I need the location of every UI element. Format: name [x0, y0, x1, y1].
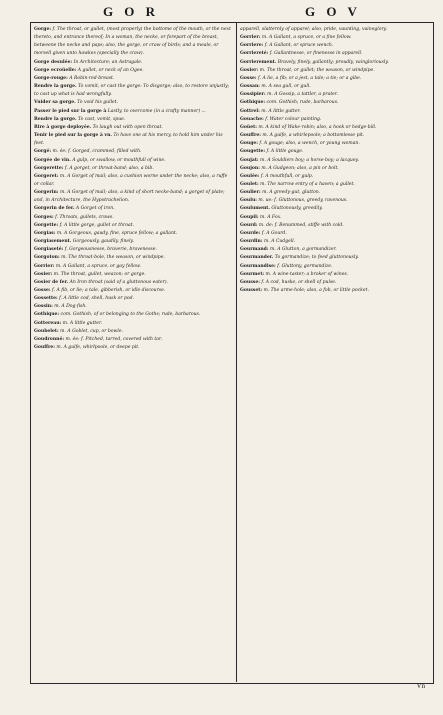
- entry-headword: Gorge-rouge:: [34, 75, 68, 81]
- entry-headword: Gorgiaseté:: [34, 247, 64, 253]
- entry-definition: m. A little gutter.: [259, 108, 301, 114]
- entry-headword: Gorges:: [34, 214, 54, 220]
- dictionary-entry: [34, 26, 232, 59]
- entry-headword: Gorgé:: [34, 149, 52, 155]
- entry-definition: m. A Dog-fish.: [52, 304, 87, 310]
- dictionary-entry: [240, 214, 428, 222]
- entry-definition: m. A wine-taster; a broker of wines.: [264, 271, 349, 277]
- dictionary-entry: [34, 295, 232, 303]
- entry-definition: m. The narrow entry of a haven; a gullet.: [258, 181, 355, 187]
- entry-definition: f. Water colour painting.: [263, 116, 322, 122]
- entry-headword: Gourde:: [240, 230, 261, 236]
- entry-headword: Goubelet:: [34, 328, 59, 334]
- entry-headword: Gorge desulée:: [34, 59, 73, 65]
- entry-definition: m. A Gallant, a spruce, or gay fellow.: [54, 263, 141, 269]
- dictionary-entry: [240, 157, 428, 165]
- dictionary-entry: [240, 83, 428, 91]
- dictionary-entry: [240, 91, 428, 99]
- entry-headword: Rendre la gorge.: [34, 116, 77, 122]
- dictionary-entry: [34, 116, 232, 124]
- entry-definition: To gormandize; to feed gluttonously.: [273, 255, 359, 261]
- entry-headword: Gourmand:: [240, 247, 269, 253]
- dictionary-entry: [34, 222, 232, 230]
- dictionary-entry: [240, 59, 428, 67]
- entry-headword: Gorgette:: [34, 222, 59, 228]
- dictionary-entry: [34, 311, 232, 319]
- entry-definition: Lastly, to overcome (in a crafty manner) ...: [106, 108, 206, 114]
- entry-definition: m. The throat-bole, the weason, or windpipe.: [59, 255, 165, 261]
- entry-headword: Gourmandise:: [240, 263, 276, 269]
- dictionary-entry: [34, 59, 232, 67]
- entry-definition: m. A Fox.: [258, 214, 282, 220]
- entry-definition: In Architecture; an Astragale.: [72, 59, 143, 65]
- entry-headword: Goudronné:: [34, 336, 65, 342]
- entry-headword: Gorge ecroüelle:: [34, 67, 77, 73]
- dictionary-entry: [34, 75, 232, 83]
- dictionary-entry: [240, 165, 428, 173]
- dictionary-entry: [240, 222, 428, 230]
- dictionary-entry: [240, 124, 428, 132]
- entry-definition: An Iron throat (said of a gluttonous eater).: [68, 279, 168, 285]
- dictionary-entry: [34, 271, 232, 279]
- entry-headword: Gouache:: [240, 116, 264, 122]
- dictionary-entry: [240, 205, 428, 213]
- signature-mark: Vn: [416, 682, 425, 690]
- entry-headword: Gorrier:: [34, 263, 55, 269]
- dictionary-entry: [240, 173, 428, 181]
- dictionary-entry: [34, 287, 232, 295]
- entry-headword: Gorgoton:: [34, 255, 60, 261]
- dictionary-entry: [34, 303, 232, 311]
- entry-definition: m. A Glutton, a gormandizer.: [268, 247, 337, 253]
- entry-definition: Bravely, finely, gallantly; proudly, vaingloriously.: [276, 59, 389, 65]
- entry-definition: com. Gothish, of or belonging to the Goths; rude, barbarous.: [59, 312, 201, 318]
- entry-definition: f. A little gorge, gullet or throat.: [58, 222, 134, 228]
- entry-headword: Gorgeret:: [34, 173, 59, 179]
- entry-headword: Rire à gorge deployée.: [34, 124, 92, 130]
- entry-definition: m. A little gutter.: [61, 320, 103, 326]
- entry-definition: f. A Gallant, or spruce wench.: [263, 43, 334, 49]
- entry-headword: Gorrierement.: [240, 59, 277, 65]
- dictionary-entry: [34, 320, 232, 328]
- entry-headword: Gosse:: [34, 288, 51, 293]
- entry-headword: Goulée:: [240, 173, 260, 179]
- dictionary-entry: [34, 67, 232, 75]
- entry-definition: m. ée: f. Pitched, tarred, covered with tar.: [64, 336, 163, 342]
- entry-definition: m. de: f. Benummed, stiffe with cold.: [257, 222, 344, 228]
- right-column: [240, 26, 428, 680]
- entry-definition: f. Throats, gullets, craws.: [53, 214, 114, 220]
- entry-headword: Gorge:: [34, 27, 52, 32]
- entry-headword: Gorrier:: [240, 35, 261, 41]
- entry-definition: f. A fib, or lie; a tale, gibberish, or idle discourse.: [50, 288, 166, 293]
- dictionary-entry: [34, 344, 232, 352]
- entry-definition: m. A kind of Wake-robin; also, a hook or hedge-bill.: [256, 124, 377, 130]
- entry-headword: Gosier:: [240, 67, 259, 73]
- entry-headword: Goupil:: [240, 214, 259, 220]
- dictionary-entry: [34, 238, 232, 246]
- dictionary-entry: [240, 271, 428, 279]
- dictionary-entry: [240, 116, 428, 124]
- entry-headword: Vuider sa gorge.: [34, 100, 76, 106]
- dictionary-entry: [240, 263, 428, 271]
- entry-headword: Gothique:: [34, 312, 60, 318]
- entry-definition: apparell, slatternly of apparel; also, pride, vaunting, vaineglory.: [240, 27, 388, 32]
- entry-definition: f. A mouthfull, or gulp.: [259, 173, 314, 179]
- entry-definition: f. A gouge; also, a wench, or young woman.: [257, 141, 360, 147]
- entry-definition: To cast, vomit, spue.: [76, 116, 126, 122]
- entry-definition: To void his gullet.: [75, 100, 118, 106]
- dictionary-entry: [240, 287, 428, 295]
- entry-headword: Goujon:: [240, 165, 260, 171]
- dictionary-entry: [240, 50, 428, 58]
- entry-definition: f. Gallantnesse, or finenesse in apparell.: [268, 51, 363, 57]
- dictionary-entry: [34, 189, 232, 205]
- entry-headword: Gouffre:: [240, 133, 261, 139]
- entry-headword: Gousset:: [240, 288, 263, 293]
- entry-headword: Rendre la gorge.: [34, 84, 77, 90]
- dictionary-entry: [34, 132, 232, 148]
- dictionary-entry: [240, 246, 428, 254]
- entry-headword: Gosier:: [34, 271, 53, 277]
- entry-definition: f. A little cod, shell, husk or pod.: [57, 296, 135, 302]
- entry-definition: f. A little gouge.: [265, 149, 304, 155]
- entry-headword: Gourmet:: [240, 271, 265, 277]
- dictionary-entry: [34, 263, 232, 271]
- dictionary-entry: [34, 165, 232, 173]
- dictionary-entry: [240, 238, 428, 246]
- entry-definition: f. A Gourd.: [260, 230, 287, 236]
- entry-definition: To vomit, or cast the gorge: To disgorge; also, to restore unjustly; to cast up what is had wrongfully.: [34, 84, 230, 98]
- entry-headword: Goujat:: [240, 157, 259, 163]
- entry-definition: m. A Souldiers boy; a horse-boy; a lacquey.: [258, 157, 359, 163]
- entry-definition: A gulp, or swallow, or mouthfull of wine.: [70, 157, 166, 163]
- entry-headword: Gothique:: [240, 100, 266, 106]
- dictionary-entry: [34, 254, 232, 262]
- entry-definition: com. Gothish; rude, barbarous.: [265, 100, 339, 106]
- entry-headword: Gottrel:: [240, 108, 260, 114]
- dictionary-entry: [34, 328, 232, 336]
- entry-definition: To laugh out with open throat.: [91, 124, 163, 130]
- dictionary-entry: [240, 189, 428, 197]
- entry-definition: m. A Gallant, a spruce, or a fine fellow.: [260, 35, 352, 41]
- entry-definition: m. A Gorget of mail; also, a cushion worne under the necke; also, a ruffe or collar.: [34, 173, 228, 187]
- entry-headword: Passer le pied sur la gorge à: [34, 108, 107, 114]
- dictionary-entry: [240, 67, 428, 75]
- dictionary-entry: [34, 246, 232, 254]
- entry-definition: m. A sea gull, or gull.: [259, 84, 311, 90]
- dictionary-entry: [240, 26, 428, 34]
- entry-headword: Tenir le pied sur la gorge à vn.: [34, 133, 112, 139]
- entry-definition: f. Gluttony, gormandize.: [275, 263, 333, 269]
- entry-definition: To have one at his mercy, to hold him under his feet.: [34, 133, 223, 147]
- entry-headword: Gourd:: [240, 222, 258, 228]
- entry-headword: Gossette:: [34, 296, 58, 302]
- running-header: [30, 4, 434, 22]
- dictionary-entry: [240, 254, 428, 262]
- dictionary-entry: [34, 124, 232, 132]
- entry-headword: Gousse:: [240, 279, 260, 285]
- dictionary-entry: [34, 173, 232, 189]
- entry-definition: A Robin-red-breast.: [67, 75, 115, 81]
- entry-headword: Goüet:: [240, 124, 257, 130]
- entry-definition: m. ue: f. Gluttonous, greedy, ravenous.: [256, 198, 348, 204]
- dictionary-entry: [240, 34, 428, 42]
- entry-definition: f. The throat, or gullet, (most properly) the bottome of the mouth, or the next thereto, and entrance thereof; In a woman, the necke, or forepart of the breast, betweene the necke and paps; also, the gorge, or craw of birds; and a meale, or morsell given unto hawkes (specially the craw).: [34, 27, 231, 57]
- entry-headword: Gorgiasement.: [34, 239, 72, 245]
- dictionary-entry: [34, 99, 232, 107]
- dictionary-entry: [34, 336, 232, 344]
- entry-headword: Gorriereté:: [240, 51, 269, 57]
- dictionary-entry: [240, 140, 428, 148]
- dictionary-entry: [240, 197, 428, 205]
- entry-definition: m. A greedy-gut, glutton.: [260, 190, 321, 196]
- entry-definition: Gorgeously, gaudily, finely.: [71, 239, 134, 245]
- entry-headword: Gorgerette:: [34, 165, 64, 171]
- entry-headword: Gosse:: [240, 75, 257, 81]
- entry-definition: m. The throat, or gullet; the weason, or windpipe.: [258, 67, 375, 73]
- header-right: G O V: [305, 4, 361, 19]
- dictionary-entry: [240, 42, 428, 50]
- entry-definition: A Gorget of iron.: [74, 206, 115, 212]
- entry-definition: m. A Goblet, cup, or bowle.: [58, 328, 123, 334]
- entry-definition: m. A Gudgeon; also, a pin or bolt.: [259, 165, 339, 171]
- entry-headword: Goulier:: [240, 190, 261, 196]
- entry-headword: Gorgée de vin.: [34, 157, 71, 163]
- entry-definition: Gluttonously, greedily.: [269, 206, 323, 212]
- dictionary-entry: [240, 148, 428, 156]
- entry-definition: m. The arme-hole; also, a fob, or little pocket.: [262, 288, 369, 293]
- dictionary-entry: [240, 132, 428, 140]
- entry-definition: f. Gorgeousnesse, braverie, bravenesse.: [63, 247, 157, 253]
- dictionary-entry: [240, 75, 428, 83]
- dictionary-entry: [34, 108, 232, 116]
- left-column: [34, 26, 232, 680]
- column-divider: [236, 22, 237, 682]
- entry-headword: Goulument.: [240, 206, 270, 212]
- entry-definition: m. A Gossip, a tattler, a prater.: [265, 92, 338, 98]
- entry-definition: m. A Gorgeous, gaudy, fine, spruce fellow; a gallant.: [55, 230, 178, 236]
- entry-headword: Gossipier:: [240, 92, 266, 98]
- entry-headword: Gossin:: [34, 304, 53, 310]
- entry-definition: f. A cod, huske, or shell of pulse.: [259, 279, 337, 285]
- entry-definition: f. A gorget, or throat-band; also, a bib.: [63, 165, 154, 171]
- dictionary-entry: [34, 214, 232, 222]
- dictionary-entry: [34, 148, 232, 156]
- entry-headword: Gougette:: [240, 149, 266, 155]
- entry-definition: m. A gulfe, a whirlepoole; a bottomlesse pit.: [260, 133, 365, 139]
- entry-definition: m. The throat, gullet, weazon; or gorge.: [52, 271, 146, 277]
- entry-headword: Gorgerin de fer.: [34, 206, 75, 212]
- dictionary-entry: [240, 230, 428, 238]
- entry-headword: Gorriere:: [240, 43, 264, 49]
- header-left: G O R: [102, 4, 160, 19]
- entry-headword: Goulet:: [240, 181, 259, 187]
- entry-definition: f. A lie, a fib; or a jest, a tale; a tie; or a gibe.: [256, 75, 362, 81]
- entry-headword: Gouffre:: [34, 345, 55, 351]
- dictionary-entry: [240, 279, 428, 287]
- entry-definition: m. A Gorget of mail; also, a kind of short necke-band; a gorget of plate; and, in Architecture, the Hypotrachelion.: [34, 190, 225, 204]
- entry-headword: Gourmander.: [240, 255, 274, 261]
- entry-headword: Gorgias:: [34, 230, 56, 236]
- entry-definition: A gullet, or neck of an Ogee.: [76, 67, 144, 73]
- entry-definition: m. A Cudgell.: [262, 239, 296, 245]
- entry-headword: Gorgerin:: [34, 190, 59, 196]
- entry-headword: Gossan:: [240, 84, 260, 90]
- dictionary-entry: [34, 83, 232, 99]
- dictionary-entry: [34, 279, 232, 287]
- dictionary-entry: [240, 99, 428, 107]
- dictionary-entry: [240, 108, 428, 116]
- dictionary-entry: [34, 230, 232, 238]
- entry-headword: Gouge:: [240, 141, 258, 147]
- entry-definition: m. A gulfe, whirlpoole, or deepe pit.: [54, 345, 140, 351]
- entry-headword: Gourdin:: [240, 239, 263, 245]
- entry-definition: m. ée: f. Gorged, crammed, filled with.: [51, 149, 142, 155]
- entry-headword: Gosier de fer.: [34, 279, 69, 285]
- dictionary-entry: [34, 205, 232, 213]
- dictionary-entry: [240, 181, 428, 189]
- dictionary-entry: [34, 157, 232, 165]
- entry-headword: Gottereau:: [34, 320, 62, 326]
- entry-headword: Goulu:: [240, 198, 257, 204]
